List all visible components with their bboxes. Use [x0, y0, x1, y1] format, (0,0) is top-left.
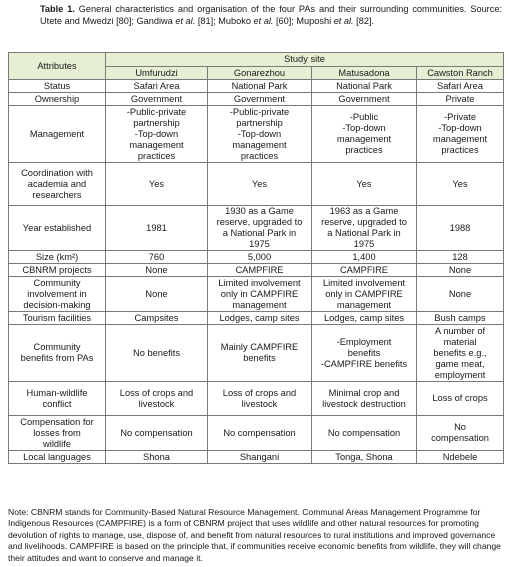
value-cell: Shona: [106, 451, 208, 464]
value-cell: 1963 as a Game reserve, upgraded to a National Park in 1975: [312, 206, 417, 251]
value-cell: CAMPFIRE: [312, 264, 417, 277]
value-cell: None: [417, 277, 504, 312]
value-cell: 760: [106, 251, 208, 264]
value-cell: None: [417, 264, 504, 277]
site-header-gonarezhou: Gonarezhou: [208, 67, 312, 80]
value-cell: Limited involvement only in CAMPFIRE management: [312, 277, 417, 312]
value-cell: -Public-private partnership -Top-down management practices: [106, 106, 208, 163]
table-row: [9, 106, 504, 163]
value-cell: No compensation: [312, 416, 417, 451]
value-cell: Yes: [208, 163, 312, 206]
table-row: [9, 312, 504, 325]
value-cell: Loss of crops: [417, 382, 504, 416]
table-row: [9, 277, 504, 312]
caption-text-2: [81]; Muboko: [195, 16, 254, 26]
site-header-cawston-ranch: Cawston Ranch: [417, 67, 504, 80]
value-cell: Private: [417, 93, 504, 106]
value-cell: Government: [312, 93, 417, 106]
value-cell: -Public -Top-down management practices: [312, 106, 417, 163]
value-cell: Minimal crop and livestock destruction: [312, 382, 417, 416]
caption-text-3: [60]; Muposhi: [273, 16, 334, 26]
study-site-header: Study site: [106, 53, 504, 67]
table-note: Note: CBNRM stands for Community-Based Natural Resource Management. Communal Areas Management Programme for Indigenous Resources (CAMPFIRE) is a form of CBNRM project that uses wildlife and other natural resources for promoting devolution of rights to manage, use, dispose of, and benefit from natural resources to rural institutions and improved governance and livelihoods. CAMPFIRE is based on the principle that, if communities receive economic benefits from wildlife, they will change their attitudes and want to conserve and manage it.: [8, 507, 501, 563]
caption-etal-2: et al.: [253, 16, 274, 26]
value-cell: Tonga, Shona: [312, 451, 417, 464]
table-row: [9, 251, 504, 264]
value-cell: 1930 as a Game reserve, upgraded to a National Park in 1975: [208, 206, 312, 251]
value-cell: Bush camps: [417, 312, 504, 325]
attribute-cell: Management: [9, 106, 106, 163]
attribute-cell: CBNRM projects: [9, 264, 106, 277]
value-cell: 128: [417, 251, 504, 264]
value-cell: None: [106, 277, 208, 312]
value-cell: Ndebele: [417, 451, 504, 464]
attribute-cell: Human-wildlife conflict: [9, 382, 106, 416]
table-row: [9, 325, 504, 382]
caption-etal-1: et al.: [175, 16, 196, 26]
value-cell: No benefits: [106, 325, 208, 382]
value-cell: Lodges, camp sites: [312, 312, 417, 325]
table-body: [9, 80, 504, 464]
value-cell: None: [106, 264, 208, 277]
attribute-cell: Community benefits from PAs: [9, 325, 106, 382]
value-cell: A number of material benefits e.g., game meat, employment: [417, 325, 504, 382]
value-cell: Yes: [312, 163, 417, 206]
value-cell: No compensation: [106, 416, 208, 451]
value-cell: Yes: [417, 163, 504, 206]
value-cell: -Employment benefits -CAMPFIRE benefits: [312, 325, 417, 382]
characteristics-table: [8, 52, 504, 464]
value-cell: Lodges, camp sites: [208, 312, 312, 325]
value-cell: Yes: [106, 163, 208, 206]
caption-etal-3: et al.: [333, 16, 354, 26]
value-cell: 1,400: [312, 251, 417, 264]
value-cell: -Public-private partnership -Top-down management practices: [208, 106, 312, 163]
value-cell: Loss of crops and livestock: [106, 382, 208, 416]
value-cell: CAMPFIRE: [208, 264, 312, 277]
attribute-cell: Compensation for losses from wildlife: [9, 416, 106, 451]
value-cell: Mainly CAMPFIRE benefits: [208, 325, 312, 382]
value-cell: No compensation: [208, 416, 312, 451]
table-caption: [40, 3, 502, 27]
table-row: [9, 382, 504, 416]
table-row: [9, 80, 504, 93]
value-cell: Campsites: [106, 312, 208, 325]
table-row: [9, 163, 504, 206]
table-row: [9, 206, 504, 251]
site-header-matusadona: Matusadona: [312, 67, 417, 80]
attribute-cell: Community involvement in decision-making: [9, 277, 106, 312]
caption-text-4: [82].: [353, 16, 375, 26]
site-header-umfurudzi: Umfurudzi: [106, 67, 208, 80]
attribute-cell: Ownership: [9, 93, 106, 106]
table-row: [9, 93, 504, 106]
value-cell: Shangani: [208, 451, 312, 464]
value-cell: Government: [208, 93, 312, 106]
attribute-cell: Local languages: [9, 451, 106, 464]
value-cell: Loss of crops and livestock: [208, 382, 312, 416]
value-cell: Safari Area: [106, 80, 208, 93]
value-cell: 5,000: [208, 251, 312, 264]
value-cell: National Park: [312, 80, 417, 93]
value-cell: Government: [106, 93, 208, 106]
caption-label: Table 1.: [40, 4, 75, 14]
table-row: [9, 451, 504, 464]
value-cell: Safari Area: [417, 80, 504, 93]
value-cell: Limited involvement only in CAMPFIRE management: [208, 277, 312, 312]
value-cell: No compensation: [417, 416, 504, 451]
value-cell: 1981: [106, 206, 208, 251]
value-cell: National Park: [208, 80, 312, 93]
attribute-cell: Coordination with academia and researchers: [9, 163, 106, 206]
value-cell: -Private -Top-down management practices: [417, 106, 504, 163]
attribute-cell: Tourism facilities: [9, 312, 106, 325]
table-row: [9, 416, 504, 451]
table-row: [9, 264, 504, 277]
attribute-cell: Year established: [9, 206, 106, 251]
caption-text-1: General characteristics and organisation of the four PAs and their surrounding communities. Source: Utete and Mwedzi [80]; Gandiwa: [40, 4, 503, 26]
value-cell: 1988: [417, 206, 504, 251]
attribute-cell: Status: [9, 80, 106, 93]
attributes-header: Attributes: [9, 53, 106, 80]
attribute-cell: Size (km²): [9, 251, 106, 264]
